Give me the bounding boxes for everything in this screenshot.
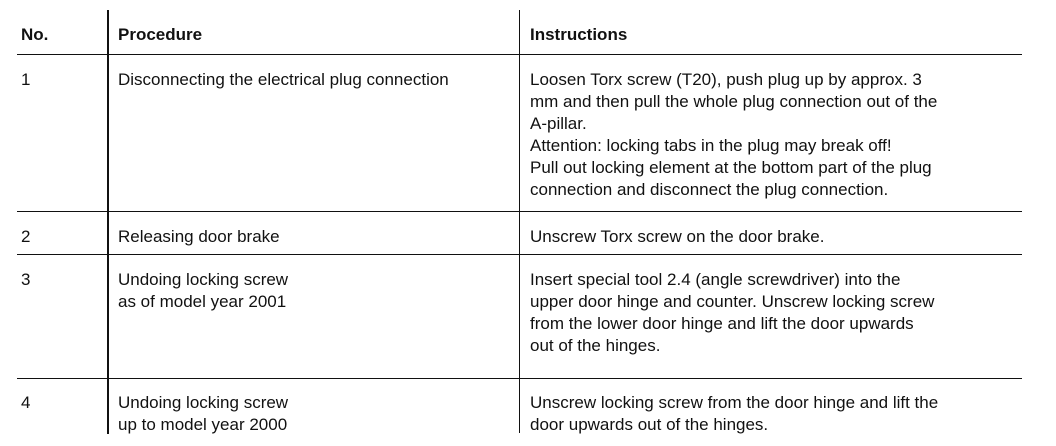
row-number: 3: [21, 270, 31, 289]
row-procedure: Disconnecting the electrical plug connection: [118, 70, 449, 89]
row-procedure: Releasing door brake: [118, 227, 280, 246]
row-instructions: Insert special tool 2.4 (angle screwdriver) into the upper door hinge and counter. Unscrew locking screw from the lower door hinge and lift the door upwards out of the hinges.: [530, 270, 935, 355]
table-row: [17, 255, 1022, 379]
row-number: 1: [21, 70, 31, 89]
header-procedure: Procedure: [118, 25, 203, 44]
header-instructions: Instructions: [530, 25, 628, 44]
table-row: [17, 212, 1022, 255]
row-procedure: Undoing locking screw up to model year 2000: [118, 393, 289, 434]
row-instructions: Unscrew Torx screw on the door brake.: [530, 227, 825, 246]
table-header-row: [17, 10, 1022, 55]
row-number: 4: [21, 393, 31, 412]
row-instructions: Loosen Torx screw (T20), push plug up by approx. 3 mm and then pull the whole plug connection out of the A-pillar. Attention: locking tabs in the plug may break off! Pull out locking element at the bottom part of the plug connection and disconnect the plug connection.: [530, 70, 938, 199]
header-no: No.: [21, 25, 49, 44]
row-instructions: Unscrew locking screw from the door hinge and lift the door upwards out of the hinges.: [530, 393, 939, 434]
table-row: [17, 55, 1022, 212]
row-number: 2: [21, 227, 31, 246]
row-procedure: Undoing locking screw as of model year 2001: [118, 270, 289, 311]
table-row: [17, 379, 1022, 434]
